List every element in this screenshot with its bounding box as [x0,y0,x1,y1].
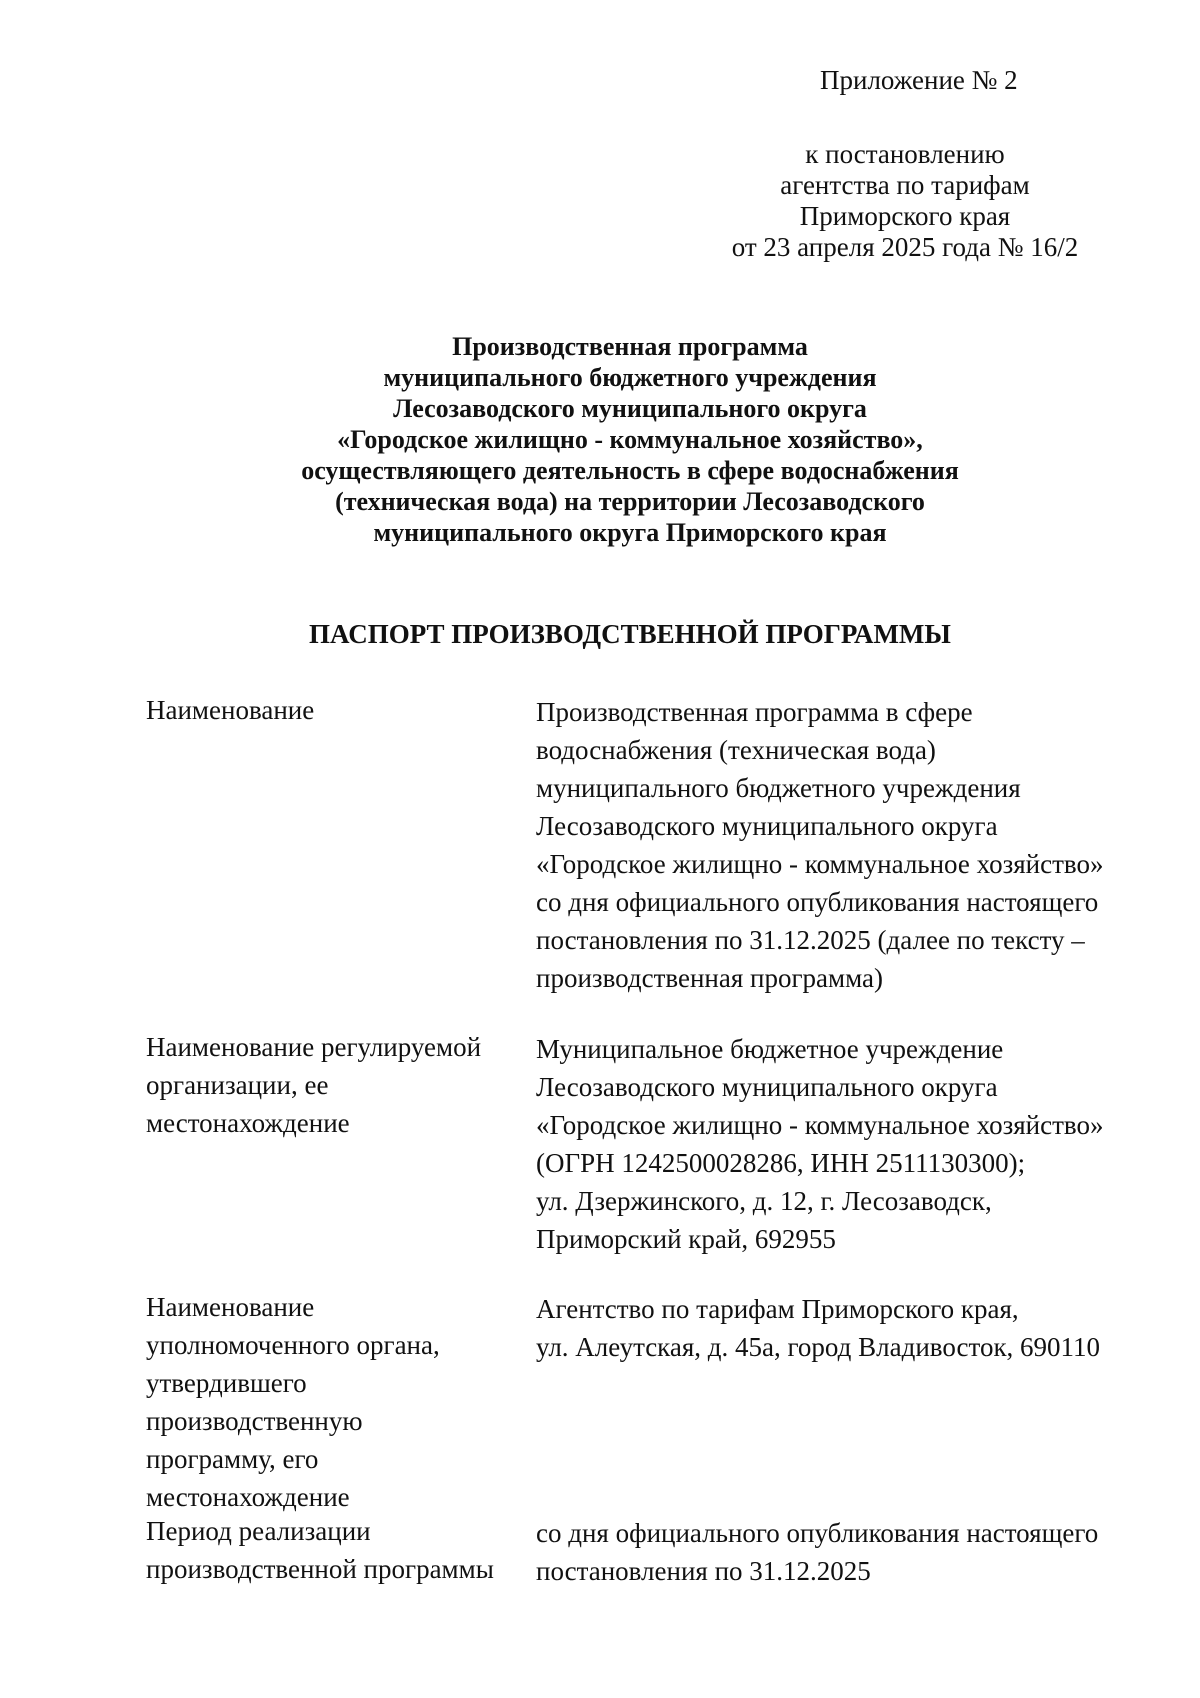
label-line: Наименование регулируемой [146,1032,482,1062]
field-value-name [536,693,1136,997]
title-line: «Городское жилищно - коммунальное хозяйство», [337,425,923,454]
title-line: (техническая вода) на территории Лесозаводского [335,487,925,516]
decree-reference [720,139,1090,263]
value-line: Лесозаводского муниципального округа [536,811,998,841]
value-line: Муниципальное бюджетное учреждение [536,1034,1004,1064]
field-value-period [536,1514,1136,1590]
value-line: Агентство по тарифам Приморского края, [536,1294,1019,1324]
value-line: Производственная программа в сфере [536,697,973,727]
value-line: Лесозаводского муниципального округа [536,1072,998,1102]
label-line: Наименование [146,695,315,725]
decree-line: от 23 апреля 2025 года № 16/2 [731,232,1079,262]
decree-line: агентства по тарифам [780,170,1030,200]
label-line: организации, ее [146,1070,329,1100]
field-label-name [146,691,526,729]
label-line: местонахождение [146,1482,350,1512]
field-value-authority [536,1290,1136,1366]
value-line: «Городское жилищно - коммунальное хозяйство» [536,1110,1104,1140]
decree-line: к постановлению [805,139,1005,169]
label-line: Период реализации [146,1516,371,1546]
value-line: Приморский край, 692955 [536,1224,836,1254]
label-line: Наименование [146,1292,315,1322]
decree-line: Приморского края [799,201,1011,231]
title-line: муниципального бюджетного учреждения [383,363,877,392]
document-title [230,331,1030,548]
label-line: производственную [146,1406,363,1436]
value-line: ул. Дзержинского, д. 12, г. Лесозаводск, [536,1186,992,1216]
title-line: осуществляющего деятельность в сфере водоснабжения [301,456,959,485]
label-line: уполномоченного органа, [146,1330,440,1360]
value-line: постановления по 31.12.2025 [536,1556,871,1586]
label-line: программу, его [146,1444,319,1474]
appendix-number: Приложение № 2 [820,65,1018,95]
value-line: водоснабжения (техническая вода) [536,735,936,765]
label-line: производственной программы [146,1554,494,1584]
value-line: муниципального бюджетного учреждения [536,773,1021,803]
value-line: производственная программа) [536,963,883,993]
value-line: «Городское жилищно - коммунальное хозяйство» [536,849,1104,879]
value-line: (ОГРН 1242500028286, ИНН 2511130300); [536,1148,1026,1178]
title-line: муниципального округа Приморского края [373,518,887,547]
field-value-organization [536,1030,1136,1258]
field-label-authority [146,1288,526,1516]
passport-heading: ПАСПОРТ ПРОИЗВОДСТВЕННОЙ ПРОГРАММЫ [309,619,951,649]
value-line: ул. Алеутская, д. 45а, город Владивосток, 690110 [536,1332,1101,1362]
value-line: постановления по 31.12.2025 (далее по тексту – [536,925,1085,955]
field-label-period [146,1512,526,1588]
value-line: со дня официального опубликования настоящего [536,887,1099,917]
label-line: утвердившего [146,1368,307,1398]
title-line: Лесозаводского муниципального округа [393,394,867,423]
value-line: со дня официального опубликования настоящего [536,1518,1099,1548]
title-line: Производственная программа [452,332,808,361]
field-label-organization [146,1028,526,1142]
label-line: местонахождение [146,1108,350,1138]
